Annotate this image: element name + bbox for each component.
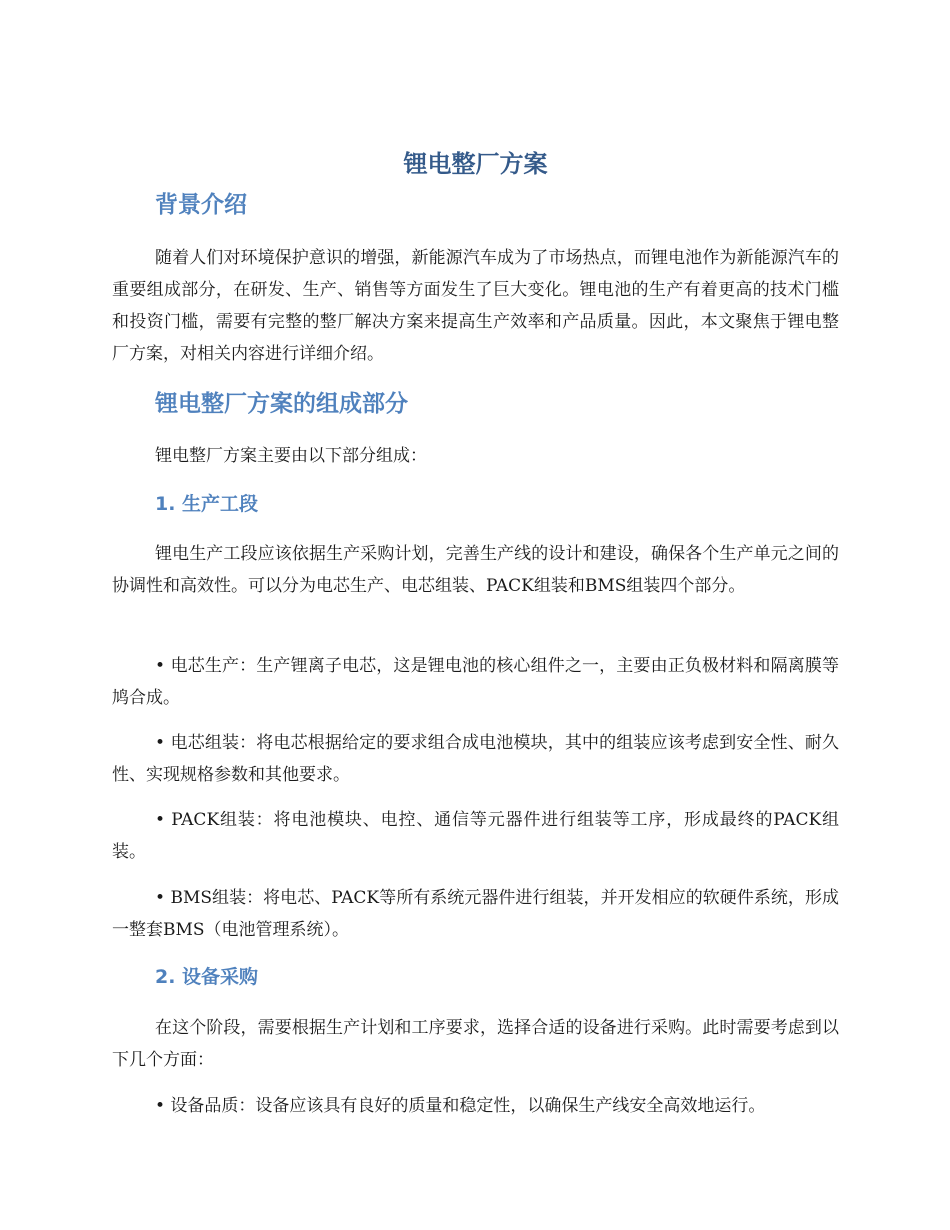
procurement-paragraph: 在这个阶段，需要根据生产计划和工序要求，选择合适的设备进行采购。此时需要考虑到以下几个方面：	[112, 1018, 839, 1070]
production-bullet-bms: • BMS组装：将电芯、PACK等所有系统元器件进行组装，并开发相应的软硬件系统，形成一整套BMS（电池管理系统）。	[112, 888, 839, 940]
background-paragraph: 随着人们对环境保护意识的增强，新能源汽车成为了市场热点，而锂电池作为新能源汽车的重要组成部分，在研发、生产、销售等方面发生了巨大变化。锂电池的生产有着更高的技术门槛和投资门槛，需要有完整的整厂解决方案来提高生产效率和产品质量。因此，本文聚焦于锂电整厂方案，对相关内容进行详细介绍。	[112, 248, 839, 364]
subsection-heading-production: 1. 生产工段	[155, 493, 259, 515]
subsection-heading-procurement: 2. 设备采购	[155, 966, 259, 988]
section-heading-background: 背景介绍	[155, 192, 247, 218]
components-intro: 锂电整厂方案主要由以下部分组成：	[155, 446, 427, 466]
procurement-bullet-quality: • 设备品质：设备应该具有良好的质量和稳定性，以确保生产线安全高效地运行。	[155, 1096, 766, 1116]
production-bullet-cell-assembly: • 电芯组装：将电芯根据给定的要求组合成电池模块，其中的组装应该考虑到安全性、耐久性、实现规格参数和其他要求。	[112, 733, 839, 785]
document-title: 锂电整厂方案	[403, 150, 548, 178]
production-paragraph: 锂电生产工段应该依据生产采购计划，完善生产线的设计和建设，确保各个生产单元之间的协调性和高效性。可以分为电芯生产、电芯组装、PACK组装和BMS组装四个部分。	[112, 544, 839, 596]
production-bullet-cell: • 电芯生产：生产锂离子电芯，这是锂电池的核心组件之一，主要由正负极材料和隔离膜等鸠合成。	[112, 656, 839, 708]
production-bullet-pack: • PACK组装：将电池模块、电控、通信等元器件进行组装等工序，形成最终的PACK组装。	[112, 810, 839, 862]
section-heading-components: 锂电整厂方案的组成部分	[155, 391, 408, 417]
